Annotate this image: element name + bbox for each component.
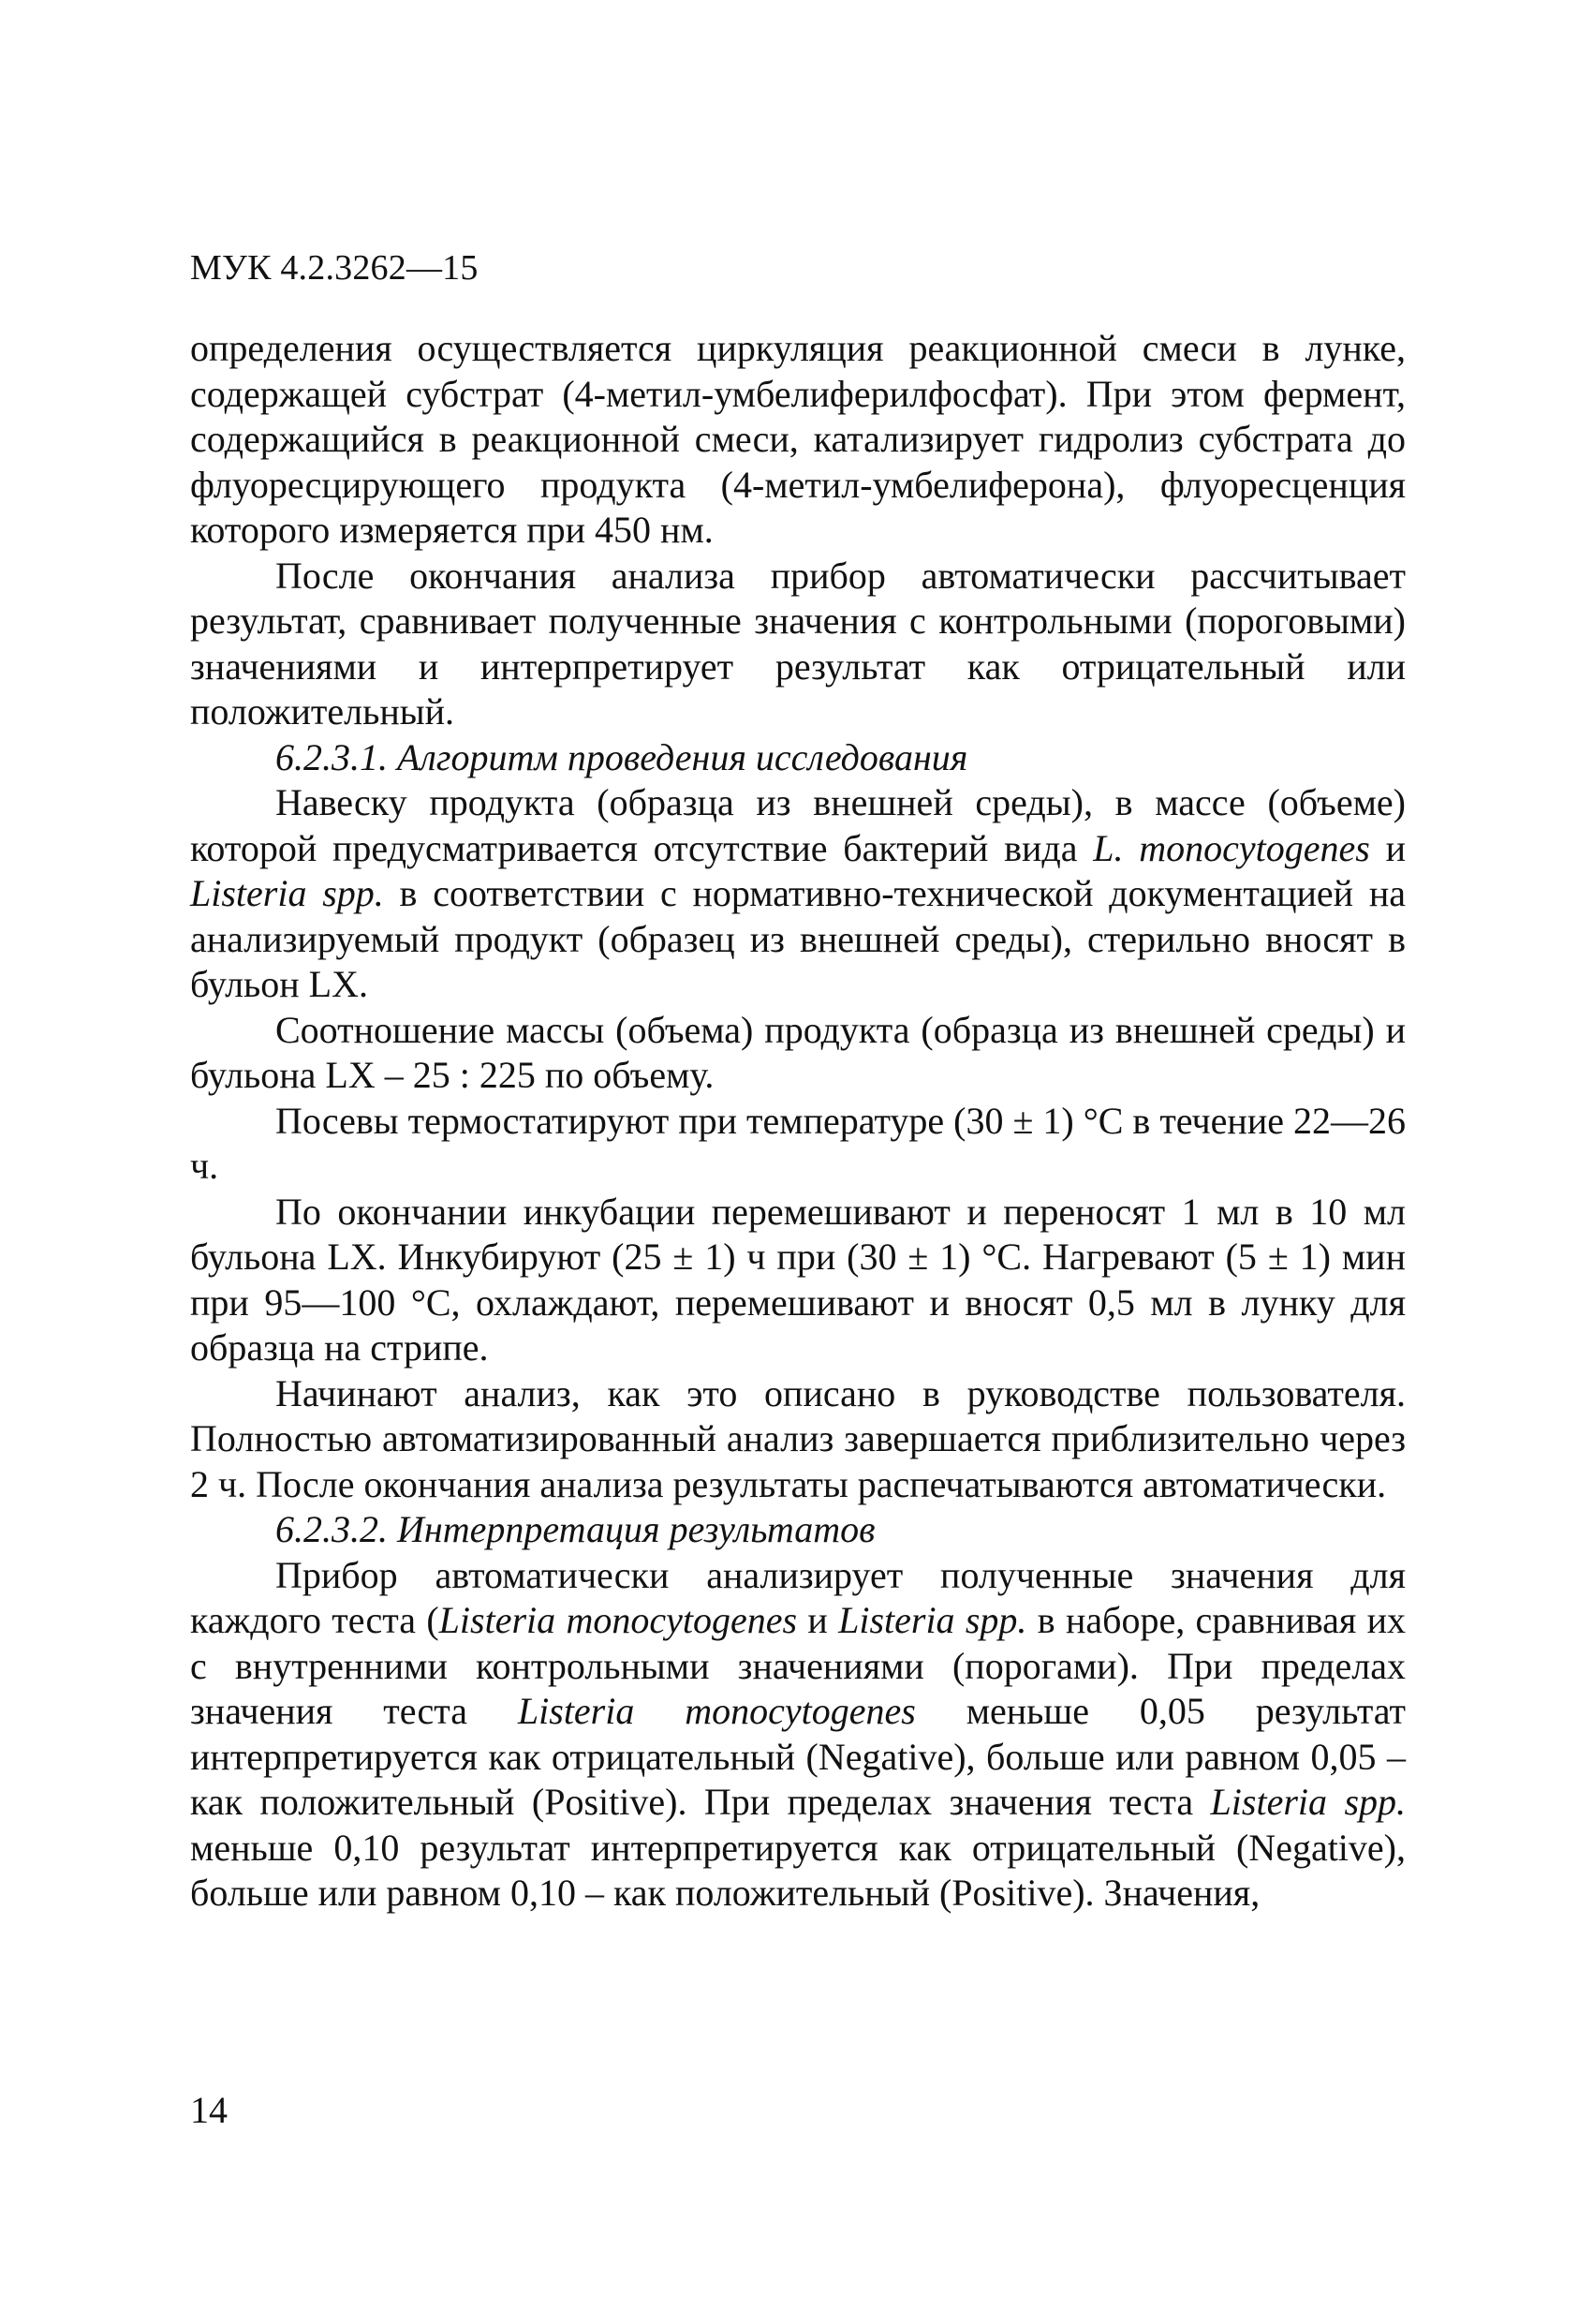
paragraph-8-species-2: Listeria spp. (838, 1599, 1027, 1641)
paragraph-8-species-4: Listeria spp. (1210, 1781, 1407, 1823)
section-heading-6-2-3-1: 6.2.3.1. Алгоритм проведения исследования (275, 735, 968, 778)
paragraph-8-species-1: Listeria monocytogenes (438, 1599, 798, 1641)
paragraph-8-text-g: меньше 0,05 результат интерпретируется как отрицательный (Negative), больше или равном 0,05 – как положительный (Positive). При пределах значения теста (190, 1690, 1406, 1823)
paragraph-1: определения осуществляется циркуляция реакционной смеси в лунке, содержащей субстрат (4-метил-умбелиферилфосфат). При этом фермент, содержащийся в реакционной смеси, катализирует гидролиз субстрата до флуоресцирующего продукта (4-метил-умбелиферона), флуоресценция которого измеряется при 450 нм. (190, 327, 1406, 551)
paragraph-3-species-2: Listeria spp. (190, 872, 384, 914)
paragraph-4: Соотношение массы (объема) продукта (образца из внешней среды) и бульона LX – 25 : 225 по объему. (190, 1008, 1406, 1096)
paragraph-3 (190, 780, 1406, 1008)
paragraph-8-text-a: Прибор автоматически анализирует полученные значения для каждого теста ( (190, 1553, 1406, 1641)
paragraph-3-text-a: Навеску продукта (образца из внешней среды), в массе (объеме) которой предусматривается отсутствие бактерий вида (190, 781, 1406, 869)
page-number: 14 (190, 2089, 228, 2131)
paragraph-7: Начинают анализ, как это описано в руководстве пользователя. Полностью автоматизированный анализ завершается приблизительно через 2 ч. После окончания анализа результаты распечатываются автоматически. (190, 1371, 1406, 1505)
paragraph-5: Посевы термостатируют при температуре (30 ± 1) °С в течение 22—26 ч. (190, 1099, 1406, 1187)
paragraph-3-text-c: и (1369, 826, 1407, 869)
paragraph-8-text-e: в наборе, сравнивая их с внутренними контрольными значениями (порогами). При пределах значения теста (190, 1599, 1406, 1732)
paragraph-3-species-1: L. monocytogenes (1093, 826, 1370, 869)
section-heading-6-2-3-2: 6.2.3.2. Интерпретация результатов (275, 1508, 876, 1550)
paragraph-8-text-c: и (797, 1599, 839, 1641)
paragraph-6: По окончании инкубации перемешивают и переносят 1 мл в 10 мл бульона LX. Инкубируют (25 ± 1) ч при (30 ± 1) °С. Нагревают (5 ± 1) мин при 95—100 °С, охлаждают, перемешивают и вносят 0,5 мл в лунку для образца на стрипе. (190, 1190, 1406, 1369)
paragraph-8-species-3: Listeria monocytogenes (517, 1690, 916, 1732)
paragraph-3-text-e: в соответствии с нормативно-технической документацией на анализируемый продукт (образец из внешней среды), стерильно вносят в бульон LX. (190, 872, 1406, 1005)
document-header: МУК 4.2.3262—15 (190, 248, 479, 288)
paragraph-8 (190, 1553, 1406, 1917)
document-body (190, 326, 1406, 1917)
paragraph-2: После окончания анализа прибор автоматически рассчитывает результат, сравнивает полученные значения с контрольными (пороговыми) значениями и интерпретирует результат как отрицательный или положительный. (190, 554, 1406, 733)
paragraph-8-text-i: меньше 0,10 результат интерпретируется как отрицательный (Negative), больше или равном 0,10 – как положительный (Positive). Значения, (190, 1826, 1406, 1914)
